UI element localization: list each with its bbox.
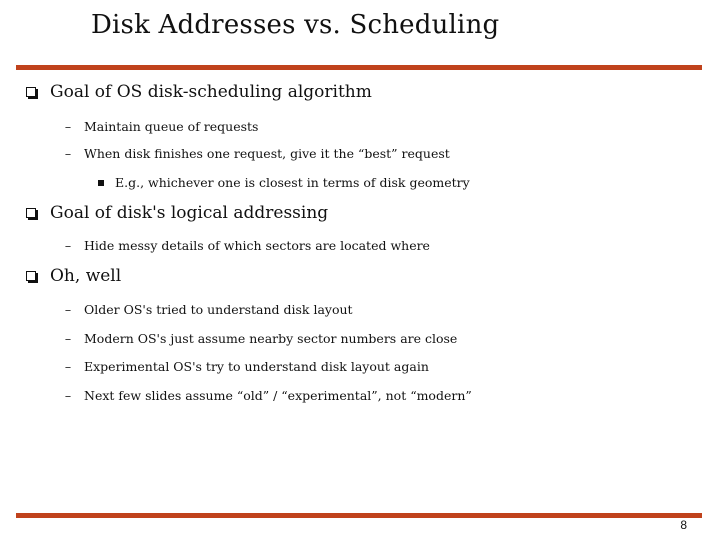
- square-bullet-icon: [98, 180, 104, 186]
- checkbox-bullet-icon: [26, 208, 36, 218]
- bullet-3-sub-3-text: Experimental OS's try to understand disk layout again: [84, 359, 429, 374]
- bullet-1-sub-2-sub-1-text: E.g., whichever one is closest in terms of disk geometry: [115, 175, 470, 190]
- bullet-3: [26, 266, 121, 286]
- bullet-3-sub-4: [62, 388, 472, 403]
- dash-bullet-icon: –: [64, 331, 72, 346]
- bullet-2-sub-1-text: Hide messy details of which sectors are located where: [84, 238, 430, 253]
- dash-bullet-icon: –: [64, 302, 72, 317]
- bullet-2-sub-1: [62, 238, 430, 253]
- bullet-1-sub-2: [62, 146, 450, 161]
- dash-bullet-icon: –: [64, 359, 72, 374]
- bullet-1-text: Goal of OS disk-scheduling algorithm: [50, 82, 372, 102]
- bullet-1-sub-2-sub-1: [98, 175, 470, 190]
- bullet-1-sub-2-text: When disk finishes one request, give it the “best” request: [84, 146, 450, 161]
- bullet-2: [26, 203, 328, 223]
- bullet-3-sub-4-text: Next few slides assume “old” / “experimental”, not “modern”: [84, 388, 472, 403]
- bullet-3-sub-2-text: Modern OS's just assume nearby sector numbers are close: [84, 331, 458, 346]
- bullet-3-sub-3: [62, 359, 429, 374]
- bullet-3-sub-1-text: Older OS's tried to understand disk layout: [84, 302, 353, 317]
- dash-bullet-icon: –: [64, 146, 72, 161]
- top-divider: [16, 65, 702, 70]
- bullet-3-text: Oh, well: [50, 266, 122, 286]
- slide-title: Disk Addresses vs. Scheduling: [91, 10, 500, 40]
- checkbox-bullet-icon: [26, 87, 36, 97]
- bottom-divider: [16, 513, 702, 518]
- dash-bullet-icon: –: [64, 119, 72, 134]
- dash-bullet-icon: –: [64, 388, 72, 403]
- bullet-1-sub-1: [62, 119, 258, 134]
- bullet-3-sub-2: [62, 331, 457, 346]
- bullet-1: [26, 82, 372, 102]
- page-number: 8: [680, 518, 687, 532]
- dash-bullet-icon: –: [64, 238, 72, 253]
- bullet-2-text: Goal of disk's logical addressing: [50, 203, 329, 223]
- bullet-1-sub-1-text: Maintain queue of requests: [84, 119, 259, 134]
- bullet-3-sub-1: [62, 302, 353, 317]
- checkbox-bullet-icon: [26, 271, 36, 281]
